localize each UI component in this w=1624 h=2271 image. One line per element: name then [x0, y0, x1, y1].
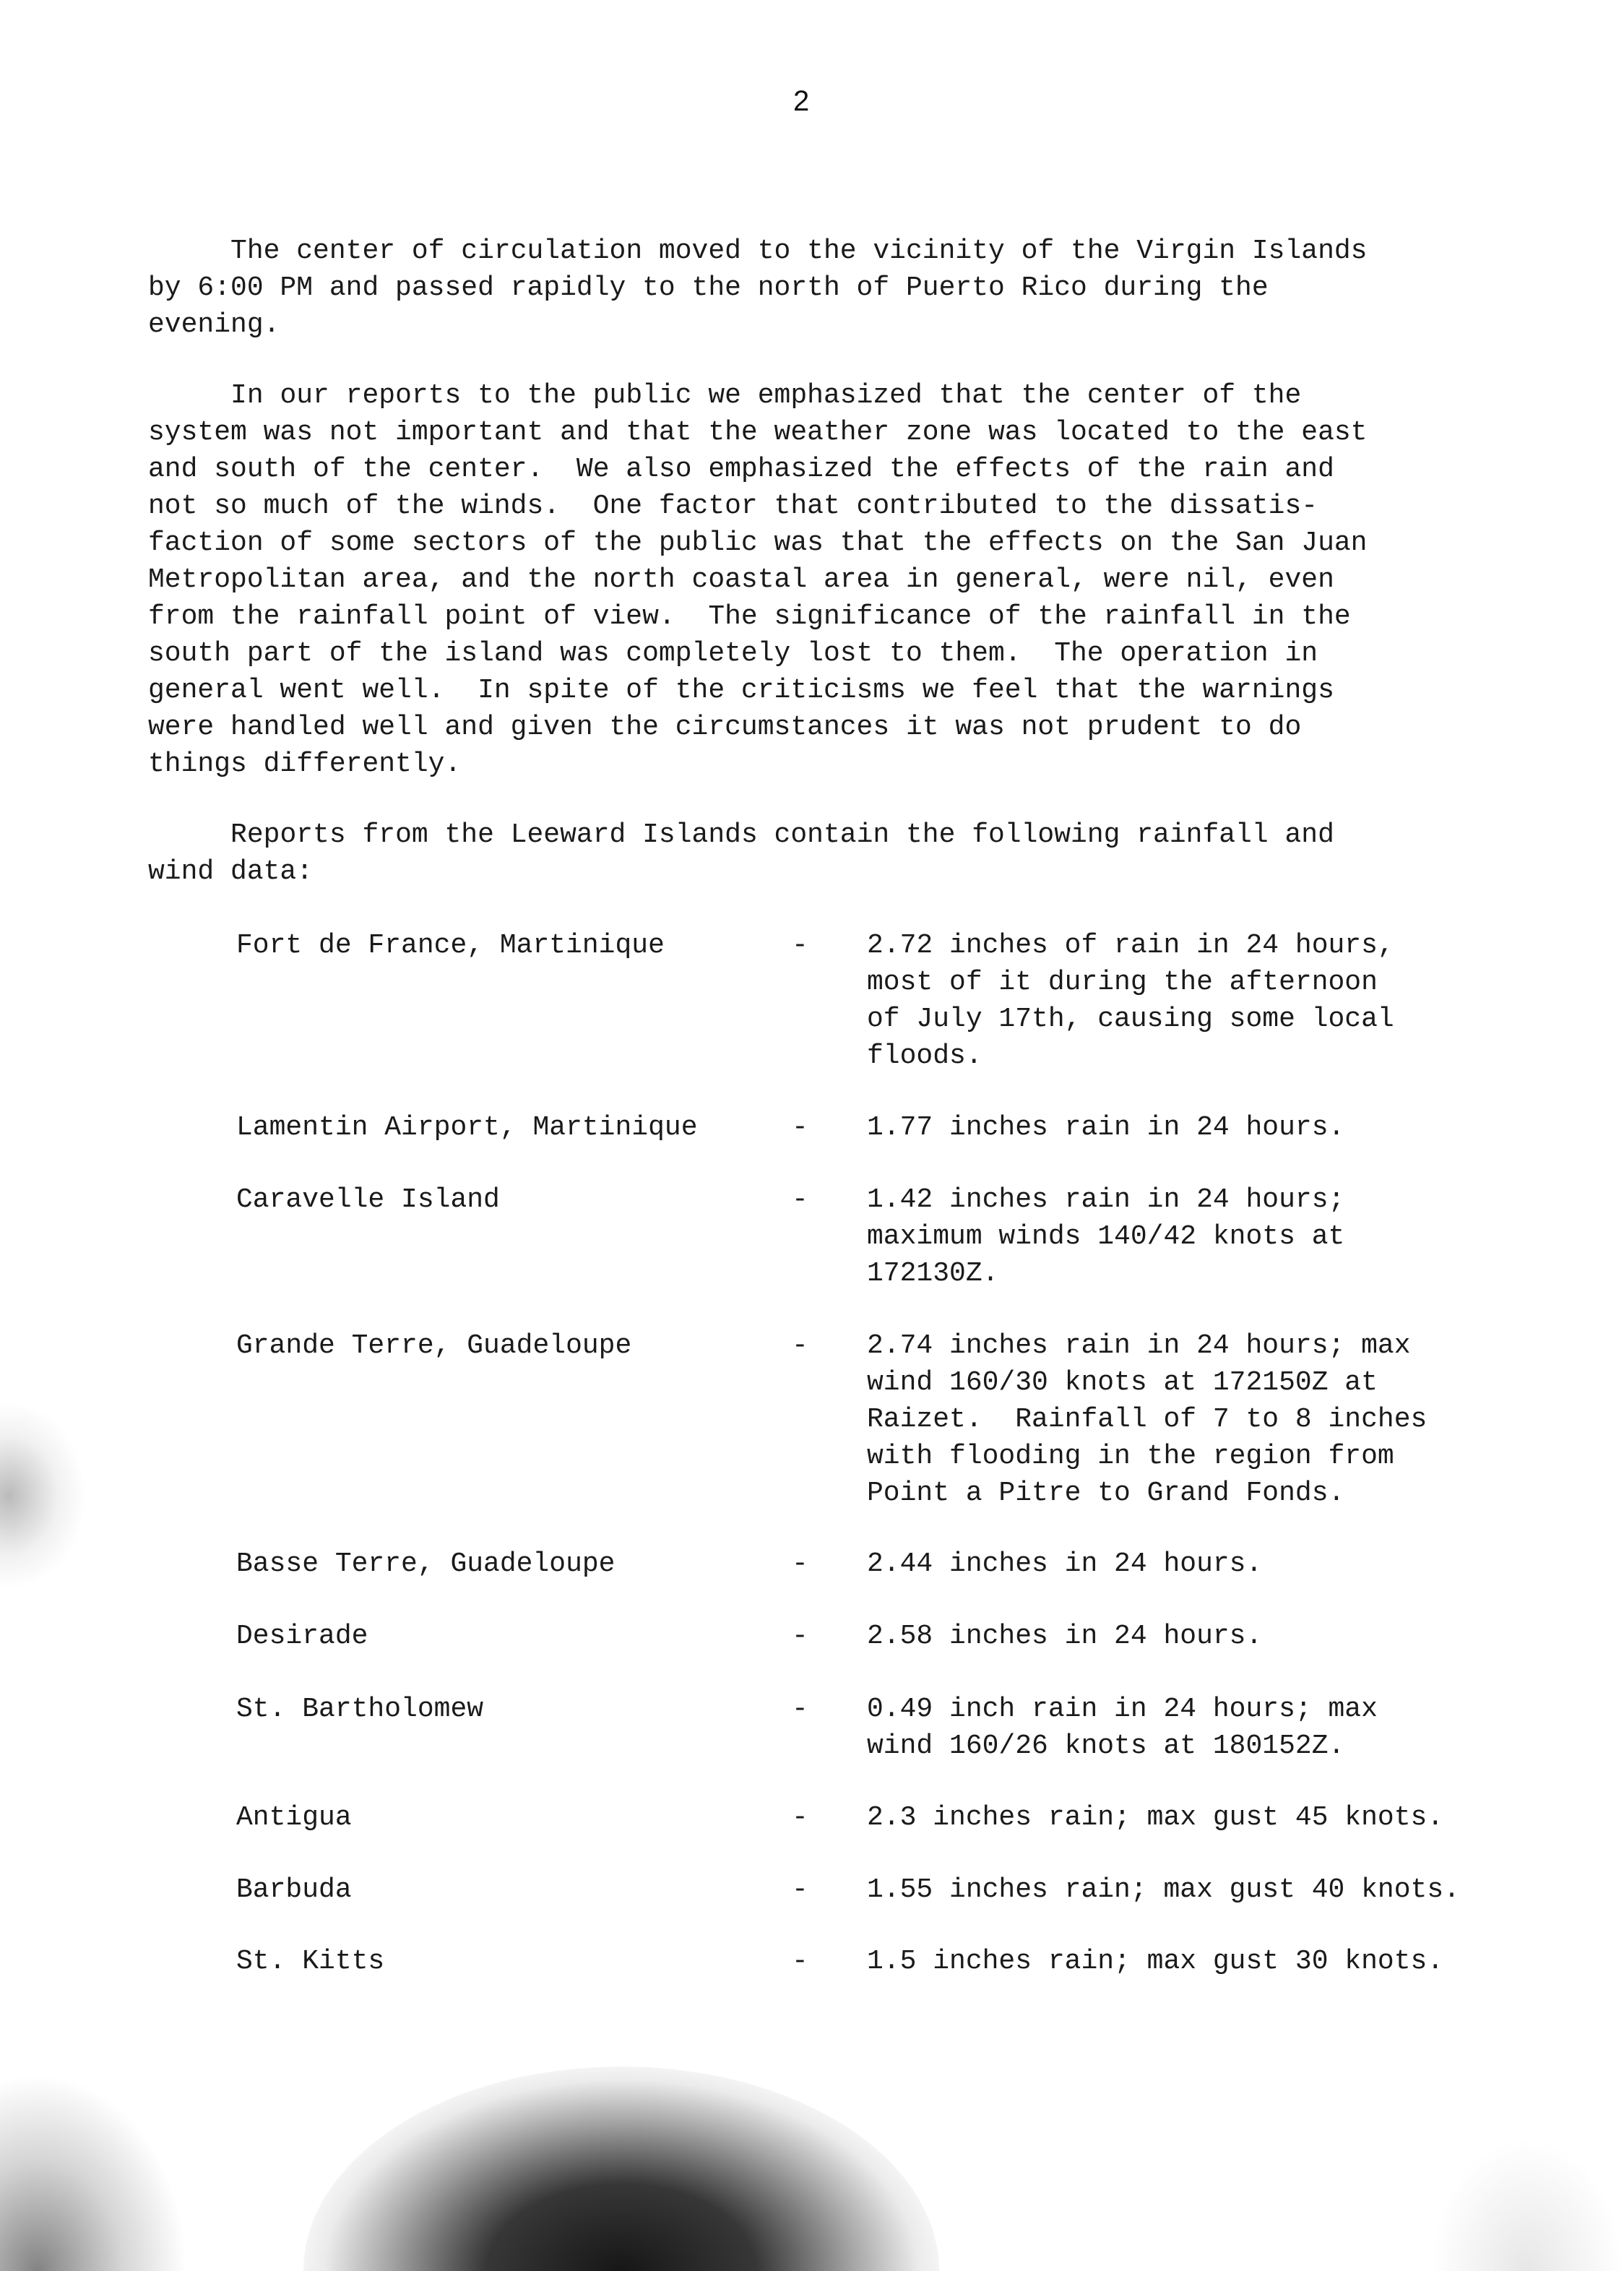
report-description: 2.3 inches rain; max gust 45 knots. — [867, 1802, 1444, 1833]
report-description: 2.74 inches rain in 24 hours; max wind 160/30 knots at 172150Z at Raizet. Rainfall of 7 to 8 inches with flooding in the region from Point a Pitre to Grand Fonds. — [867, 1330, 1428, 1509]
report-place: Lamentin Airport, Martinique — [236, 1112, 698, 1143]
report-dash: - — [792, 1548, 808, 1580]
report-description: 2.44 inches in 24 hours. — [867, 1548, 1263, 1580]
report-place: Desirade — [236, 1621, 368, 1652]
report-place: St. Kitts — [236, 1946, 385, 1977]
scan-smudge — [0, 1402, 87, 1590]
report-description: 2.58 inches in 24 hours. — [867, 1621, 1263, 1652]
report-description: 2.72 inches of rain in 24 hours, most of it during the afternoon of July 17th, causing some local floods. — [867, 930, 1394, 1072]
paragraph-circulation: The center of circulation moved to the vicinity of the Virgin Islands by 6:00 PM and passed rapidly to the north of Puerto Rico during the evening. — [148, 236, 1368, 340]
scan-smudge — [303, 2067, 939, 2271]
report-dash: - — [792, 1694, 808, 1725]
report-description: 0.49 inch rain in 24 hours; max wind 160/26 knots at 180152Z. — [867, 1694, 1378, 1762]
report-place: Fort de France, Martinique — [236, 930, 665, 961]
page-number: 2 — [793, 85, 810, 117]
paragraph-public-reports: In our reports to the public we emphasized that the center of the system was not important and that the weather zone was located to the east and south of the center. We also emphasized the effects of the rain and not so much of the winds. One factor that contributed to the dissatis- faction of some sectors of the public was that the effects on the San Juan Metropolitan area, and the north coastal area in general, were nil, even from the rainfall point of view. The significance of the rainfall in the south part of the island was completely lost to them. The operation in general went well. In spite of the criticisms we feel that the warnings were handled well and given the circumstances it was not prudent to do things differently. — [148, 380, 1368, 780]
paragraph-leeward-intro: Reports from the Leeward Islands contain the following rainfall and wind data: — [148, 819, 1334, 887]
report-description: 1.77 inches rain in 24 hours. — [867, 1112, 1345, 1143]
report-place: Caravelle Island — [236, 1184, 500, 1215]
scan-smudge — [1430, 2139, 1624, 2271]
report-dash: - — [792, 1874, 808, 1905]
report-description: 1.55 inches rain; max gust 40 knots. — [867, 1874, 1460, 1905]
report-dash: - — [792, 1184, 808, 1215]
report-dash: - — [792, 1112, 808, 1143]
report-dash: - — [792, 1802, 808, 1833]
report-dash: - — [792, 1621, 808, 1652]
report-place: Grande Terre, Guadeloupe — [236, 1330, 632, 1361]
report-place: Barbuda — [236, 1874, 352, 1905]
report-place: St. Bartholomew — [236, 1694, 484, 1725]
report-place: Basse Terre, Guadeloupe — [236, 1548, 616, 1580]
scan-smudge — [0, 2074, 188, 2271]
report-description: 1.5 inches rain; max gust 30 knots. — [867, 1946, 1444, 1977]
report-dash: - — [792, 1330, 808, 1361]
report-place: Antigua — [236, 1802, 352, 1833]
report-description: 1.42 inches rain in 24 hours; maximum winds 140/42 knots at 172130Z. — [867, 1184, 1345, 1289]
report-dash: - — [792, 930, 808, 961]
report-dash: - — [792, 1946, 808, 1977]
